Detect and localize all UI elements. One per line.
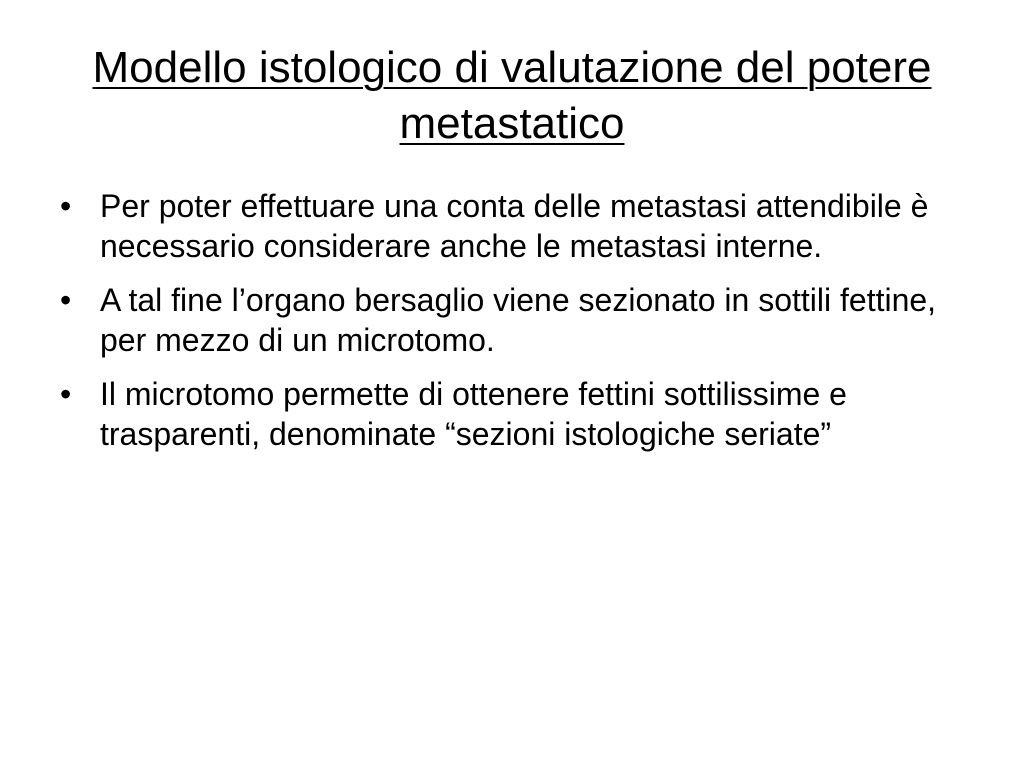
- bullet-marker-icon: •: [60, 282, 72, 318]
- bullet-item: [58, 374, 968, 454]
- bullet-text: Il microtomo permette di ottenere fettini sottilissime e trasparenti, denominate “sezioni istologiche seriate”: [100, 376, 847, 452]
- slide-title-text: Modello istologico di valutazione del potere metastatico: [92, 43, 932, 148]
- bullet-item: [58, 186, 968, 266]
- slide-title: [60, 40, 964, 152]
- bullet-marker-icon: •: [60, 188, 72, 224]
- bullet-text: Per poter effettuare una conta delle metastasi attendibile è necessario considerare anche le metastasi interne.: [100, 188, 929, 264]
- bullet-text: A tal fine l’organo bersaglio viene sezionato in sottili fettine, per mezzo di un microtomo.: [100, 282, 937, 358]
- bullet-item: [58, 280, 968, 360]
- bullet-list: [58, 186, 968, 468]
- bullet-marker-icon: •: [60, 376, 72, 412]
